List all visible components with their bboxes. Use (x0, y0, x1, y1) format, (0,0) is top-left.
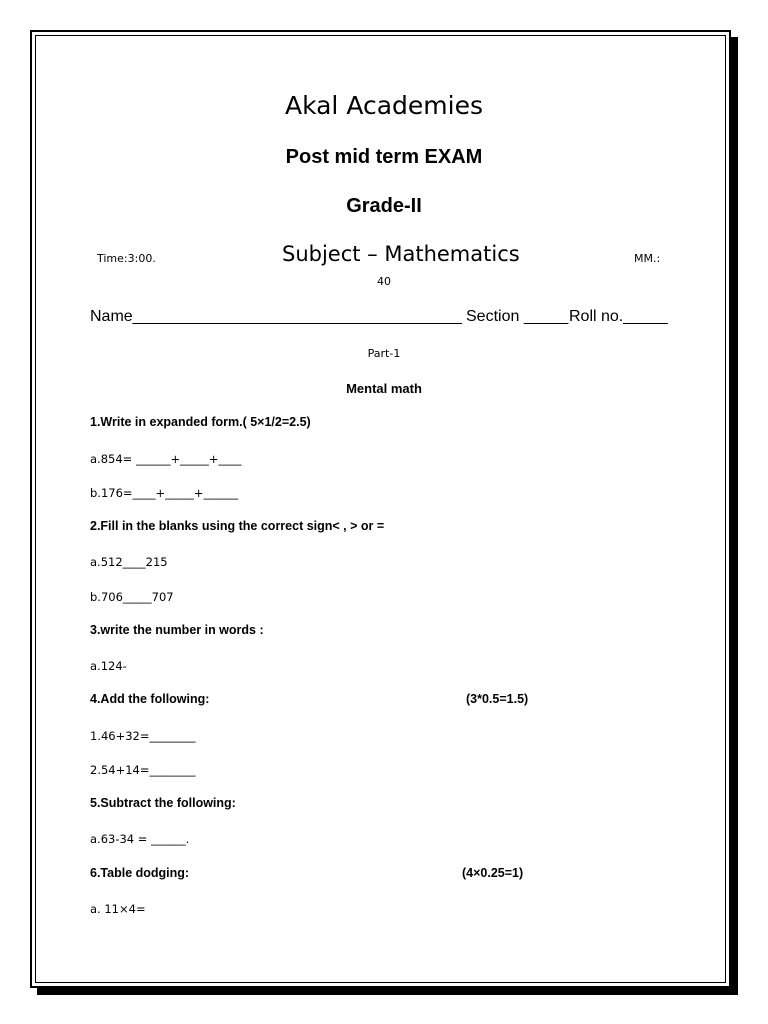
exam-title: Post mid term EXAM (285, 146, 483, 168)
question-4: 4.Add the following: (90, 692, 210, 706)
max-marks-value: 40 (377, 275, 391, 288)
question-2: 2.Fill in the blanks using the correct sign< , > or = (90, 519, 385, 533)
answer-line: a.512____215 (90, 555, 168, 569)
section-heading: Mental math (346, 381, 422, 396)
question-5: 5.Subtract the following: (90, 796, 236, 810)
answer-line: a.63-34 = ______. (90, 832, 190, 846)
answer-line: 1.46+32=________ (90, 729, 196, 743)
question-1: 1.Write in expanded form.( 5×1/2=2.5) (90, 415, 311, 429)
name-field: Name_____________________________________ (90, 308, 462, 325)
answer-line: 2.54+14=________ (90, 763, 196, 777)
subject-title: Subject – Mathematics (282, 242, 520, 266)
roll-no-field: Roll no._____ (569, 308, 668, 325)
max-marks-label: MM.: (634, 252, 661, 265)
school-name: Akal Academies (284, 91, 484, 120)
grade-title: Grade-II (346, 195, 422, 217)
question-6: 6.Table dodging: (90, 866, 190, 880)
exam-time: Time:3:00. (97, 252, 156, 265)
question-3: 3.write the number in words : (90, 623, 264, 637)
answer-line: b.176=____+_____+______ (90, 486, 239, 500)
answer-line: a.124- (90, 659, 127, 673)
section-field: Section _____ (466, 308, 569, 325)
answer-line: a.854= ______+_____+____ (90, 452, 242, 466)
part-label: Part-1 (367, 347, 401, 360)
question-4-marks: (3*0.5=1.5) (466, 692, 529, 706)
answer-line: b.706_____707 (90, 590, 174, 604)
question-6-marks: (4×0.25=1) (462, 866, 524, 880)
answer-line: a. 11×4= (90, 902, 146, 916)
